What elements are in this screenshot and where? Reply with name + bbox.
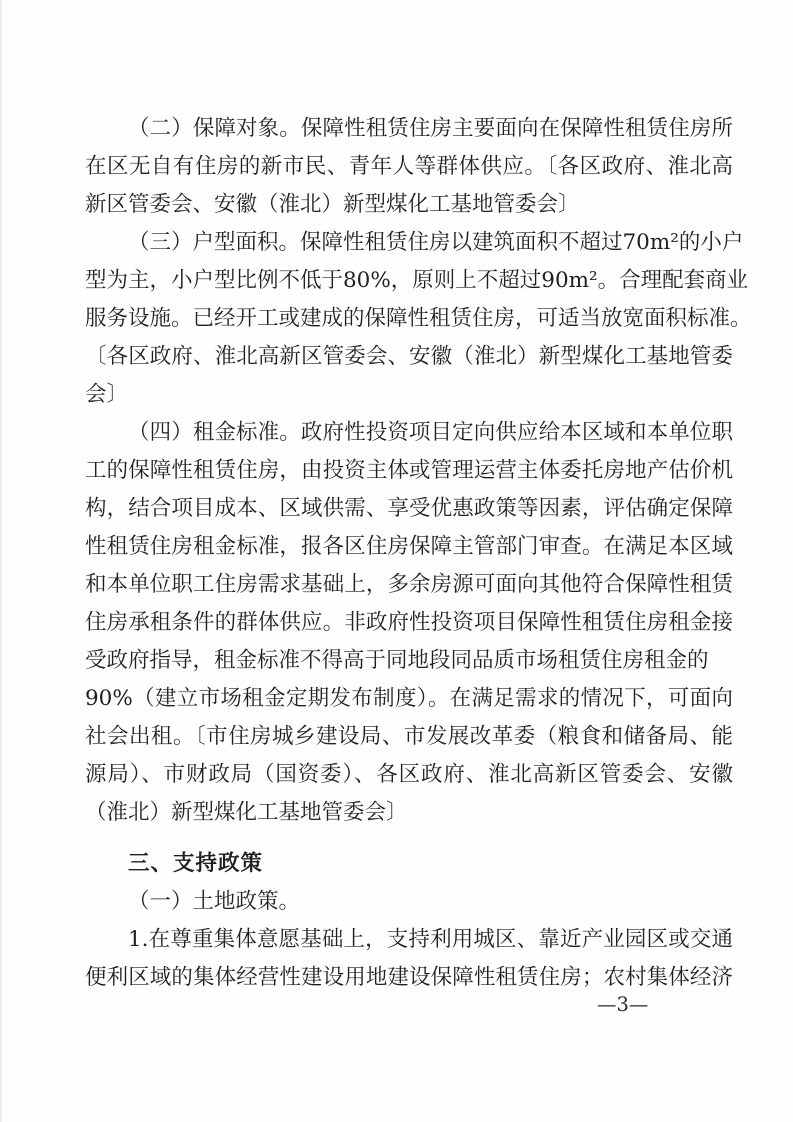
doc-line: 社会出租。〔市住房城乡建设局、市发展改革委（粮食和储备局、能 (85, 724, 733, 749)
doc-line: 住房承租条件的群体供应。非政府性投资项目保障性租赁住房租金接 (85, 610, 733, 635)
page-number: —3— (597, 993, 649, 1016)
doc-line: 服务设施。已经开工或建成的保障性租赁住房，可适当放宽面积标准。 (85, 306, 752, 331)
doc-line: （四）租金标准。政府性投资项目定向供应给本区域和本单位职 (128, 420, 733, 445)
doc-line: 受政府指导，租金标准不得高于同地段同品质市场租赁住房租金的 (85, 648, 709, 673)
doc-line: （三）户型面积。保障性租赁住房以建筑面积不超过70m²的小户 (128, 230, 744, 255)
doc-line: 会〕 (85, 382, 129, 407)
doc-line: 〔各区政府、淮北高新区管委会、安徽（淮北）新型煤化工基地管委 (85, 344, 733, 369)
doc-line: （二）保障对象。保障性租赁住房主要面向在保障性租赁住房所 (128, 116, 733, 141)
doc-line: 在区无自有住房的新市民、青年人等群体供应。〔各区政府、淮北高 (85, 154, 733, 179)
doc-line: （一）土地政策。 (128, 889, 301, 914)
document-body (85, 110, 752, 997)
doc-line: （淮北）新型煤化工基地管委会〕 (85, 800, 408, 825)
doc-line: 工的保障性租赁住房，由投资主体或管理运营主体委托房地产估价机 (85, 458, 733, 483)
doc-line: 源局）、市财政局（国资委）、各区政府、淮北高新区管委会、安徽 (85, 762, 733, 787)
doc-line: 性租赁住房租金标准，报各区住房保障主管部门审查。在满足本区域 (85, 534, 733, 559)
doc-line: 和本单位职工住房需求基础上，多余房源可面向其他符合保障性租赁 (85, 572, 733, 597)
doc-line: 型为主，小户型比例不低于80%，原则上不超过90m²。合理配套商业 (85, 268, 749, 293)
doc-line: 构，结合项目成本、区域供需、享受优惠政策等因素，评估确定保障 (85, 496, 733, 521)
doc-line: 90%（建立市场租金定期发布制度）。在满足需求的情况下，可面向 (85, 686, 733, 711)
doc-line: 便利区域的集体经营性建设用地建设保障性租赁住房；农村集体经济 (85, 965, 733, 990)
doc-line: 新区管委会、安徽（淮北）新型煤化工基地管委会〕 (85, 192, 580, 217)
doc-line: 1.在尊重集体意愿基础上，支持利用城区、靠近产业园区或交通 (128, 927, 733, 952)
section-heading: 三、支持政策 (128, 851, 264, 876)
scan-edge-artifact (0, 0, 2, 1122)
